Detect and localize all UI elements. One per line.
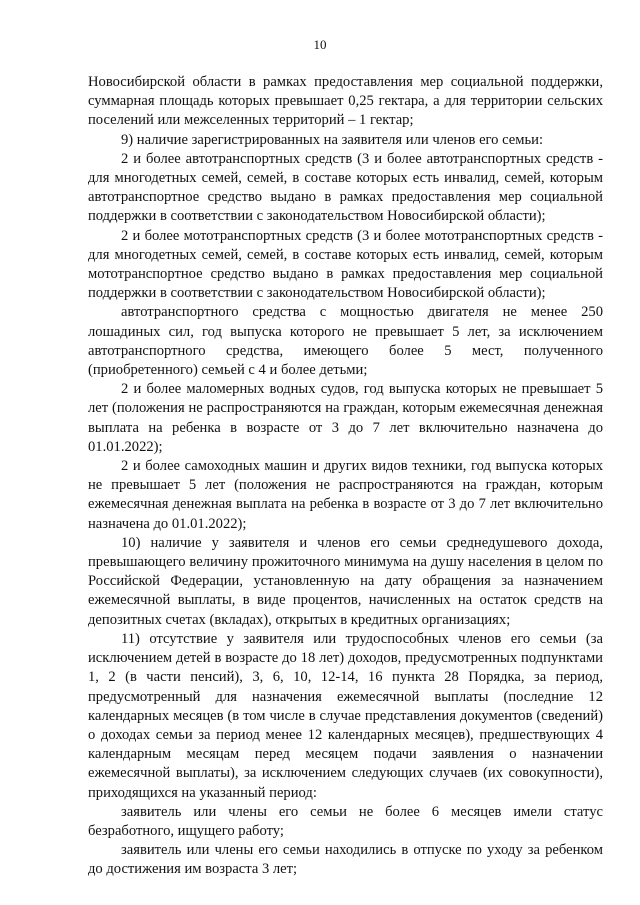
paragraph-1: Новосибирской области в рамках предоставления мер социальной поддержки, суммарная площадь которых превышает 0,25 гектара, а для территории сельских поселений или межселенных территорий – 1 гектар; bbox=[88, 74, 603, 129]
paragraph-4: 2 и более мототранспортных средств (3 и более мототранспортных средств - для многодетных семей, семей, в составе которых есть инвалид, семей, которым мототранспортное средство выдано в рамках предоставления мер социальной поддержки в соответствии с законодательством Новосибирской области); bbox=[88, 227, 603, 302]
paragraph-8: 10) наличие у заявителя и членов его семьи среднедушевого дохода, превышающего величину прожиточного минимума на душу населения в целом по Российской Федерации, установленную на дату обращения за назначением ежемесячной выплаты, в виде процентов, начисленных на остаток средств на депозитных счетах (вкладах), открытых в кредитных организациях; bbox=[88, 534, 603, 628]
paragraph-10: заявитель или члены его семьи не более 6 месяцев имели статус безработного, ищущего работу; bbox=[88, 803, 603, 839]
paragraph-7: 2 и более самоходных машин и других видов техники, год выпуска которых не превышает 5 лет (положения не распространяются на граждан, которым ежемесячная денежная выплата на ребенка в возрасте от 3 до 7 лет включительно назначена до 01.01.2022); bbox=[88, 458, 603, 532]
document-body bbox=[88, 73, 603, 880]
page-number: 10 bbox=[313, 37, 327, 52]
paragraph-2: 9) наличие зарегистрированных на заявителя или членов его семьи: bbox=[121, 131, 544, 148]
paragraph-6: 2 и более маломерных водных судов, год выпуска которых не превышает 5 лет (положения не распространяются на граждан, которым ежемесячная денежная выплата на ребенка в возрасте от 3 до 7 лет включительно назначена до 01.01.2022); bbox=[88, 381, 603, 455]
paragraph-3: 2 и более автотранспортных средств (3 и более автотранспортных средств - для многодетных семей, семей, в составе которых есть инвалид, семей, которым автотранспортное средство выдано в рамках предоставления мер социальной поддержки в соответствии с законодательством Новосибирской области); bbox=[88, 150, 603, 225]
paragraph-11: заявитель или члены его семьи находились в отпуске по уходу за ребенком до достижения им возраста 3 лет; bbox=[88, 842, 603, 878]
paragraph-9: 11) отсутствие у заявителя или трудоспособных членов его семьи (за исключением детей в возрасте до 18 лет) доходов, предусмотренных подпунктами 1, 2 (в части пенсий), 3, 6, 10, 12-14, 16 пункта 28 Порядка, за период, предусмотренный для назначения ежемесячной выплаты (последние 12 календарных месяцев (в том числе в случае представления документов (сведений) о доходах семьи за период менее 12 календарных месяцев), предшествующих 4 календарным месяцам перед месяцем подачи заявления о назначении ежемесячной выплаты), за исключением следующих случаев (их совокупности), приходящихся на указанный период: bbox=[88, 630, 603, 801]
paragraph-5: автотранспортного средства с мощностью двигателя не менее 250 лошадиных сил, год выпуска которого не превышает 5 лет, за исключением автотранспортного средства, имеющего более 5 мест, полученного (приобретенного) семьей с 4 и более детьми; bbox=[88, 304, 603, 379]
